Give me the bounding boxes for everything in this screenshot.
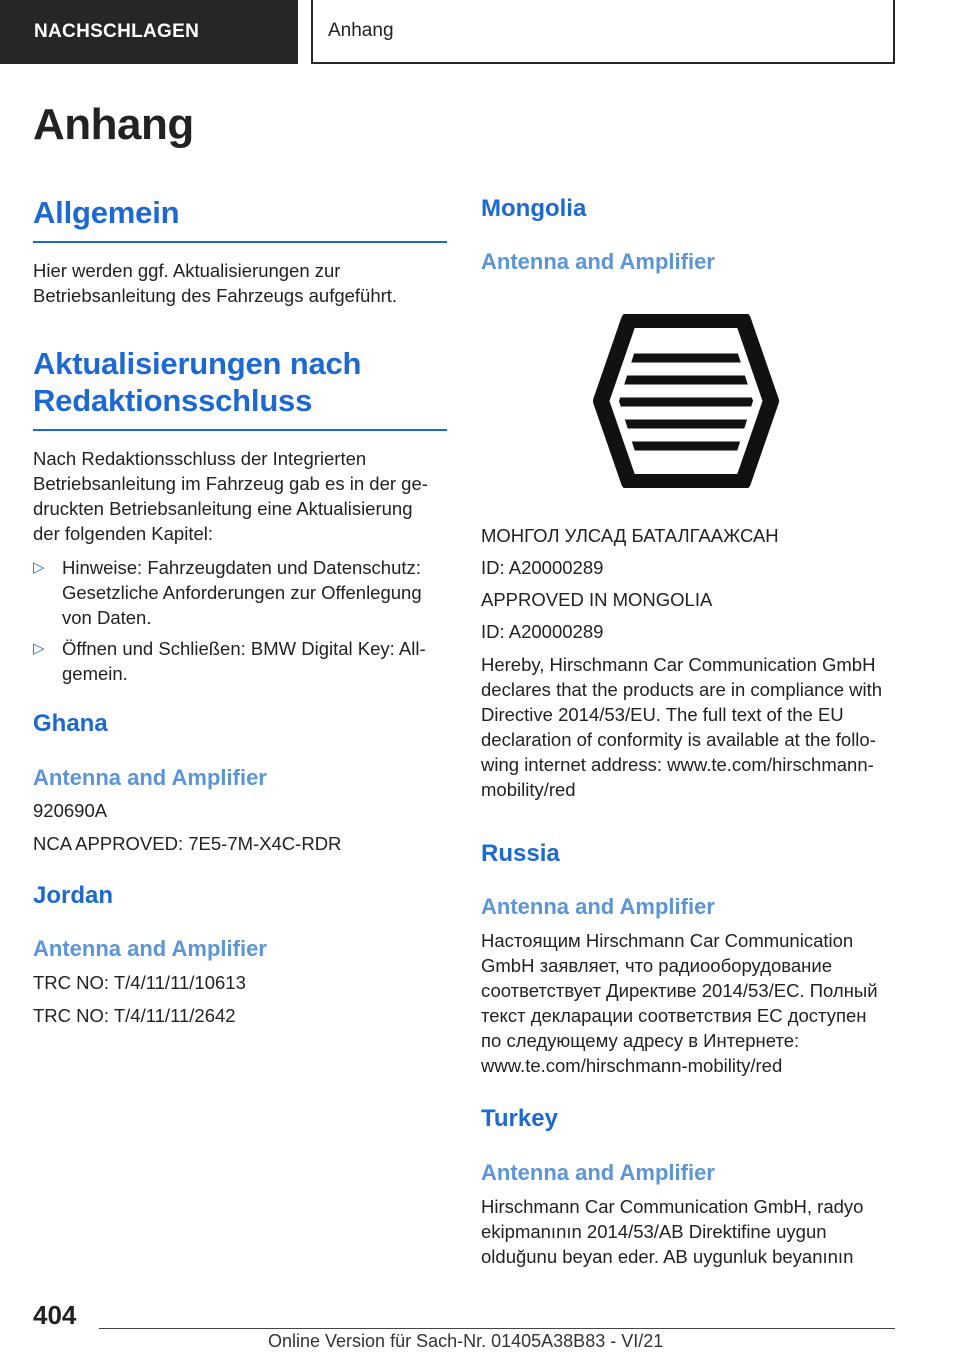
footer-version-text: Online Version für Sach-Nr. 01405A38B83 - VI/21: [268, 1331, 664, 1351]
heading-updates-line2: Redaktionsschluss: [33, 383, 313, 418]
subheading-russia: Antenna and Amplifier: [481, 894, 715, 919]
text-line: druckten Betriebsanleitung eine Aktualisierung: [33, 498, 413, 519]
heading-ghana: Ghana: [33, 710, 108, 737]
mongolia-ids: [481, 523, 895, 644]
page-title: Anhang: [33, 100, 194, 149]
text-line: declares that the products are in compliance with: [481, 679, 883, 700]
updates-text: [33, 446, 447, 546]
text-line: по следующему адресу в Интернете:: [481, 1030, 800, 1051]
heading-mongolia: Mongolia: [481, 195, 587, 222]
text-line: Nach Redaktionsschluss der Integrierten: [33, 448, 367, 469]
text-line: GmbH заявляет, что радиооборудование: [481, 955, 833, 976]
bullet-triangle-icon: ▷: [33, 640, 45, 657]
bullet-item: [33, 636, 447, 686]
subheading-jordan: Antenna and Amplifier: [33, 936, 267, 961]
text-line: declaration of conformity is available at the follo-: [481, 729, 876, 750]
footer-rule: [99, 1328, 895, 1329]
heading-updates: [33, 345, 447, 419]
heading-rule: [33, 241, 447, 243]
header-chapter-tab: Anhang: [311, 0, 895, 64]
turkey-paragraph: [481, 1194, 901, 1269]
bullet-triangle-icon: ▷: [33, 559, 45, 576]
text-line: ID: A20000289: [481, 557, 604, 578]
mongolia-approval-mark-icon: [593, 314, 779, 488]
text-line: Directive 2014/53/EU. The full text of the EU: [481, 704, 844, 725]
page-number: 404: [33, 1300, 77, 1330]
subheading-ghana: Antenna and Amplifier: [33, 765, 267, 790]
text-line: der folgenden Kapitel:: [33, 523, 213, 544]
jordan-text: [33, 970, 447, 1028]
text-line: NCA APPROVED: 7E5-7M-X4C-RDR: [33, 833, 342, 854]
text-line: Настоящим Hirschmann Car Communication: [481, 930, 854, 951]
mongolia-paragraph: [481, 652, 901, 802]
section-allgemein: [33, 194, 447, 243]
heading-jordan: Jordan: [33, 882, 114, 909]
heading-rule: [33, 429, 447, 431]
bullet-item: [33, 555, 447, 630]
text-line: wing internet address: www.te.com/hirschmann-: [481, 754, 874, 775]
header-section-tab: NACHSCHLAGEN: [0, 0, 298, 64]
text-line: Gesetzliche Anforderungen zur Offenlegung: [62, 582, 422, 603]
heading-updates-line1: Aktualisierungen nach: [33, 346, 362, 381]
text-line: Betriebsanleitung im Fahrzeug gab es in der ge-: [33, 473, 428, 494]
text-line: текст декларации соответствия ЕС доступен: [481, 1005, 867, 1026]
subheading-mongolia: Antenna and Amplifier: [481, 249, 715, 274]
text-line: olduğunu beyan eder. AB uygunluk beyanının: [481, 1246, 854, 1267]
text-line: Hirschmann Car Communication GmbH, radyo: [481, 1196, 864, 1217]
text-line: Betriebsanleitung des Fahrzeugs aufgeführt.: [33, 285, 398, 306]
text-line: www.te.com/hirschmann-mobility/red: [481, 1055, 783, 1076]
heading-allgemein: Allgemein: [33, 195, 180, 230]
heading-russia: Russia: [481, 840, 560, 867]
ghana-text: [33, 798, 447, 856]
text-line: APPROVED IN MONGOLIA: [481, 589, 713, 610]
text-line: ekipmanının 2014/53/AB Direktifine uygun: [481, 1221, 827, 1242]
text-line: gemein.: [62, 663, 128, 684]
heading-turkey: Turkey: [481, 1105, 558, 1132]
text-line: TRC NO: T/4/11/11/2642: [33, 1005, 236, 1026]
section-updates: [33, 345, 447, 431]
text-line: von Daten.: [62, 607, 152, 628]
text-line: mobility/red: [481, 779, 576, 800]
text-line: Hinweise: Fahrzeugdaten und Datenschutz:: [62, 557, 421, 578]
subheading-turkey: Antenna and Amplifier: [481, 1160, 715, 1185]
text-line: МОНГОЛ УЛСАД БАТАЛГААЖСАН: [481, 525, 779, 546]
text-line: Hereby, Hirschmann Car Communication GmbH: [481, 654, 876, 675]
russia-paragraph: [481, 928, 901, 1078]
text-line: 920690A: [33, 800, 108, 821]
allgemein-text: [33, 258, 447, 308]
text-line: Öffnen und Schließen: BMW Digital Key: All-: [62, 638, 426, 659]
text-line: TRC NO: T/4/11/11/10613: [33, 972, 246, 993]
text-line: Hier werden ggf. Aktualisierungen zur: [33, 260, 341, 281]
text-line: соответствует Директиве 2014/53/ЕС. Полный: [481, 980, 878, 1001]
text-line: ID: A20000289: [481, 621, 604, 642]
